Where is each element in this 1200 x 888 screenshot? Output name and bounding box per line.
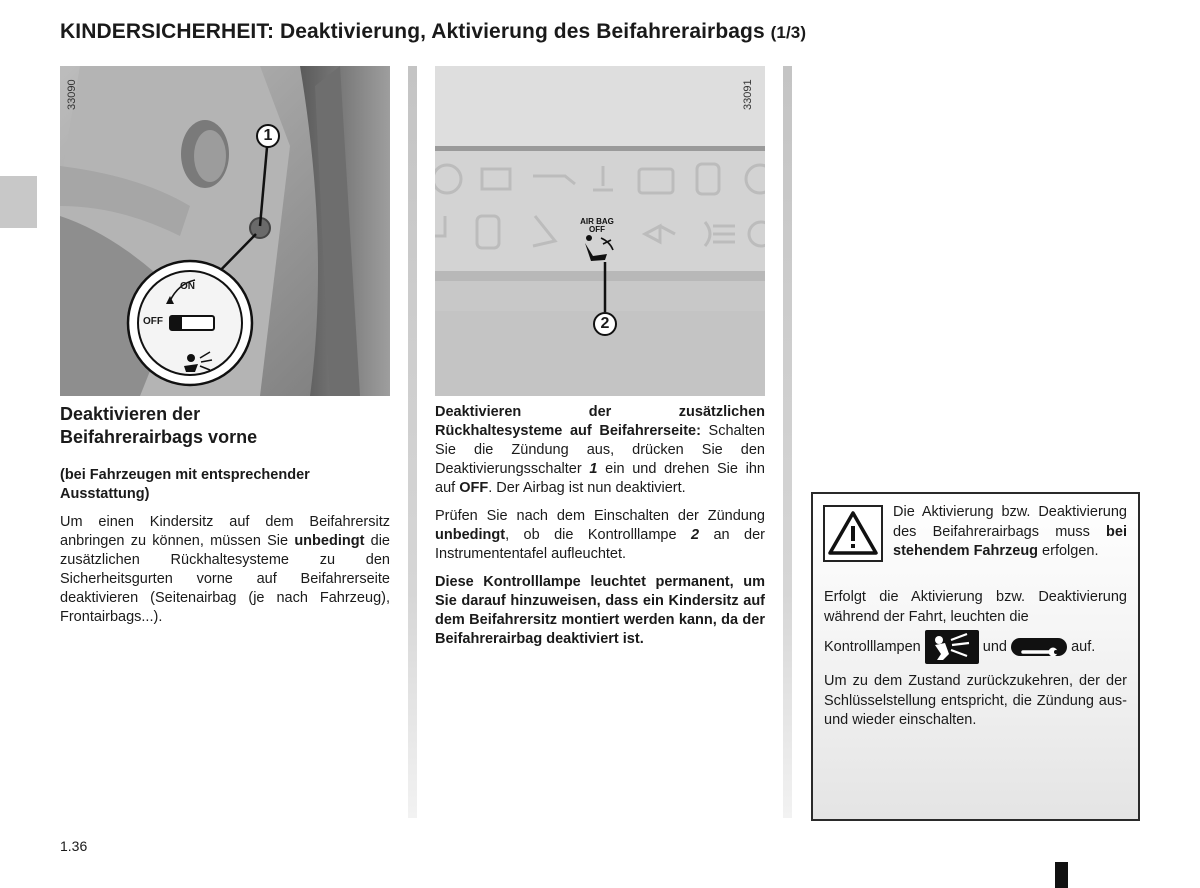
mid-p1-text-3: . Der Airbag ist nun deaktiviert. [488,480,686,496]
airbag-icon [925,630,979,664]
callout-2 [593,312,617,336]
warn-w3-text-2: und [982,639,1007,655]
mid-p1-bold: Deaktivieren der zusätzlichen Rückhaltesysteme auf Beifahrerseite: [435,404,765,439]
middle-paragraph-1 [435,403,765,498]
column-separator [408,66,417,818]
equipment-note: (bei Fahrzeugen mit entsprechender Ausstattung) [60,467,310,502]
title-part: (1/3) [770,23,807,42]
left-p1-text: Um einen Kindersitz auf dem Beifahrersitz anbringen zu können, müssen Sie [60,514,390,549]
title-text: KINDERSICHERHEIT: Deaktivierung, Aktivierung des Beifahrerairbags [60,20,765,43]
figure-instrument-panel [435,66,765,396]
warning-text-4 [824,672,1127,731]
mid-p1-text-2: ein und drehen Sie ihn auf [435,461,765,496]
heading-line-2: Beifahrerairbags vorne [60,427,258,447]
callout-1-text: 1 [263,127,273,144]
switch-on-label: ON [180,281,195,292]
warn-w3-text-3: auf. [1071,639,1096,655]
mid-p2-text-3: an der Instrumententafel aufleuchtet. [435,527,765,562]
warning-triangle-icon [823,505,883,562]
warn-w4-text: Um zu dem Zustand zurückzukehren, der der Schlüsselstellung entspricht, die Zündung aus- und wieder einschalten. [824,673,1127,728]
airbag-switch-illustration [60,66,390,396]
warning-box [811,492,1140,821]
mid-p2-num: 2 [690,527,700,543]
section-tab [0,176,37,228]
warn-w1-text-2: erfolgen. [1038,543,1099,559]
mid-p2-text-2: , ob die Kontrolllampe [505,527,691,543]
callout-1 [256,124,280,148]
section-heading [60,403,390,449]
wrench-icon [1011,638,1067,656]
page-corner-mark [1055,862,1068,888]
callout-2-text: 2 [600,315,610,332]
figure-airbag-switch [60,66,390,396]
switch-off-label: OFF [143,316,163,327]
left-p1-text-2: die zusätzlichen Rückhaltesysteme zu den Sicherheitsgurten vorne auf Beifahrerseite deaktivieren (Seitenairbag (je nach Fahrzeug), Frontairbags...). [60,533,390,625]
left-paragraph [60,513,390,627]
column-separator-2 [783,66,792,818]
mid-p2-bold: unbedingt [435,527,506,543]
left-p1-bold: unbedingt [294,533,365,549]
page-title [60,20,1160,44]
figure-number: 33090 [66,79,78,110]
page-number: 1.36 [60,838,88,854]
warning-text-2 [824,588,1127,627]
lamp-label-1: AIR BAG [580,217,614,226]
figure-number-2: 33091 [742,79,754,110]
warn-w2-text: Erfolgt die Aktivierung bzw. Deaktivierung während der Fahrt, leuchten die [824,589,1127,625]
heading-line-1: Deaktivieren der [60,404,201,424]
mid-p3-text: Diese Kontrolllampe leuchtet permanent, um Sie darauf hinzuweisen, dass ein Kindersitz auf dem Beifahrersitz montiert werden kann, da der Beifahrerairbag deaktiviert ist. [435,574,765,647]
warning-text-1 [893,503,1127,562]
warn-w1-text: Die Aktivierung bzw. Deaktivierung des Beifahrerairbags muss [893,504,1127,540]
mid-p1-off: OFF [459,480,489,496]
lamp-label-2: OFF [589,225,605,234]
mid-p2-text: Prüfen Sie nach dem Einschalten der Zündung [435,508,765,524]
mid-p1-num: 1 [589,461,598,477]
mid-p1-text: Schalten Sie die Zündung aus, drücken Sie den Deaktivierungsschalter [435,423,765,477]
instrument-panel-illustration [435,66,765,396]
warn-w1-bold: bei stehendem Fahrzeug [893,523,1127,559]
middle-paragraph-2 [435,507,765,564]
middle-paragraph-3 [435,573,765,649]
warn-w3-text: Kontrolllampen [824,639,921,655]
warning-text-3 [824,628,1127,666]
